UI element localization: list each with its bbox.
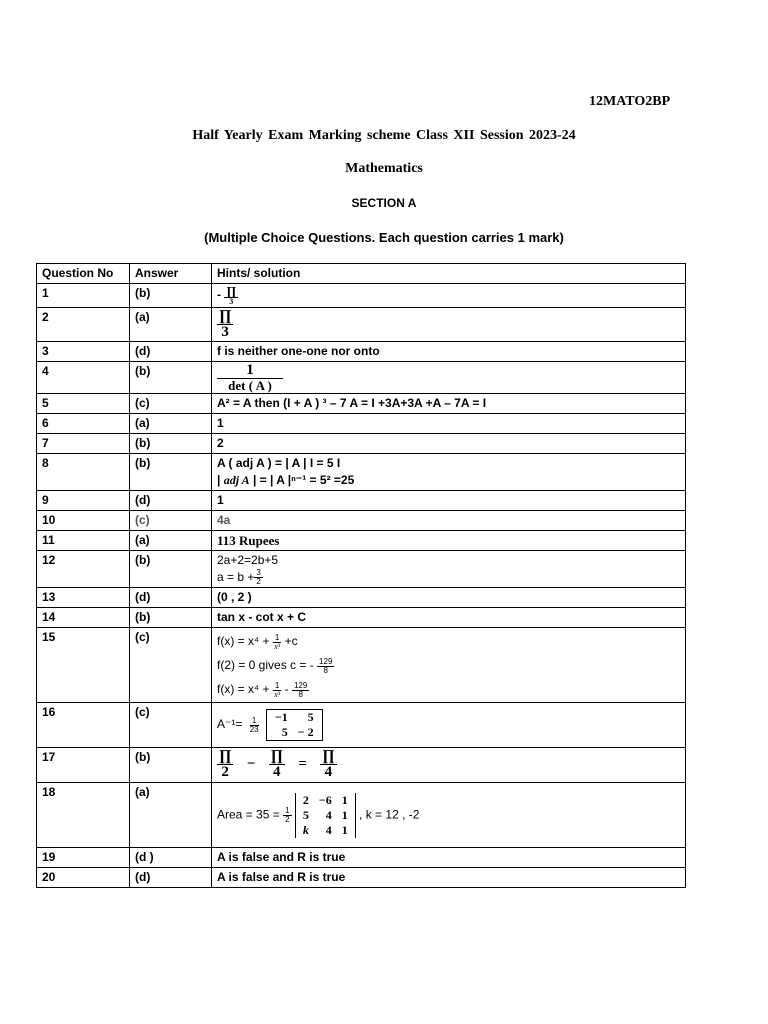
answer-cell: (a)	[130, 308, 212, 342]
fraction-numerator: 1	[285, 805, 290, 815]
question-number: 19	[37, 848, 130, 868]
fraction-numerator: 1	[274, 680, 280, 690]
hint-cell: A is false and R is true	[212, 848, 686, 868]
fraction-denominator: 3	[229, 297, 234, 306]
question-number: 13	[37, 588, 130, 608]
hint-prefix: -	[217, 287, 221, 302]
fraction-denominator: 8	[298, 689, 303, 699]
column-header: Question No	[37, 264, 130, 284]
fraction	[317, 658, 334, 675]
question-number: 11	[37, 531, 130, 551]
question-number: 14	[37, 608, 130, 628]
operator: =	[298, 756, 307, 772]
hint-cell: 2	[212, 434, 686, 454]
matrix-grid	[270, 710, 319, 740]
hint-cell: tan x - cot x + C	[212, 608, 686, 628]
hint-line	[217, 677, 680, 701]
fraction	[254, 569, 262, 586]
fraction	[283, 807, 291, 824]
table-row	[37, 342, 686, 362]
question-number: 18	[37, 783, 130, 848]
question-number: 15	[37, 628, 130, 703]
answer-cell: (d )	[130, 848, 212, 868]
table-row	[37, 454, 686, 491]
fraction	[217, 309, 233, 340]
answer-cell: (b)	[130, 454, 212, 491]
hint-cell: 1	[212, 414, 686, 434]
hint-cell: A² = A then (I + A ) ³ – 7 A = I +3A+3A +A – 7A = I	[212, 394, 686, 414]
hint-line: A ( adj A ) = | A | I = 5 I	[217, 456, 341, 470]
fraction-numerator: ∏	[219, 748, 232, 765]
table-row	[37, 551, 686, 588]
hint-part: | = | A |ⁿ⁻¹ = 5² =25	[249, 473, 355, 487]
table-row	[37, 783, 686, 848]
matrix-entry: 1	[341, 807, 348, 822]
answer-cell: (b)	[130, 608, 212, 628]
answer-cell: (d)	[130, 868, 212, 888]
fraction-denominator: 23	[249, 724, 259, 734]
marking-scheme-table	[36, 263, 686, 888]
fraction-numerator: 3	[256, 568, 261, 578]
table-row	[37, 628, 686, 703]
question-number: 9	[37, 491, 130, 511]
answer-cell: (c)	[130, 394, 212, 414]
matrix-grid	[298, 793, 353, 838]
answer-cell: (b)	[130, 551, 212, 588]
fraction-denominator: det ( A )	[228, 378, 272, 393]
fraction-denominator: 2	[256, 577, 261, 587]
matrix-entry: 1	[341, 822, 348, 837]
fraction-numerator: ∏	[226, 284, 237, 298]
hint-line	[217, 569, 680, 586]
answer-cell: (b)	[130, 362, 212, 394]
operator: −	[246, 756, 256, 772]
instructions-text: (Multiple Choice Questions. Each question carries 1 mark)	[204, 230, 564, 245]
answer-cell: (d)	[130, 342, 212, 362]
table-row	[37, 848, 686, 868]
question-number: 20	[37, 868, 130, 888]
question-number: 6	[37, 414, 130, 434]
question-number: 7	[37, 434, 130, 454]
answer-cell: (c)	[130, 628, 212, 703]
question-number: 5	[37, 394, 130, 414]
column-header: Hints/ solution	[212, 264, 686, 284]
fraction	[269, 749, 285, 780]
fraction-denominator: 3	[221, 324, 229, 340]
fraction	[292, 682, 309, 699]
hint-part: adj A	[223, 473, 250, 487]
fraction-numerator: ∏	[270, 748, 283, 765]
fraction-numerator: 1	[217, 363, 283, 379]
matrix-entry: 1	[341, 792, 348, 807]
hint-line	[217, 629, 680, 653]
table-row	[37, 414, 686, 434]
answer-cell: (c)	[130, 511, 212, 531]
hint-cell	[212, 628, 686, 703]
hint-cell	[212, 454, 686, 491]
hint-part: |	[217, 473, 224, 487]
matrix-entry: − 2	[297, 725, 314, 740]
answer-cell: (a)	[130, 414, 212, 434]
hint-cell	[212, 783, 686, 848]
fraction	[217, 363, 283, 392]
determinant	[295, 793, 356, 838]
answer-cell: (b)	[130, 748, 212, 783]
table-row	[37, 703, 686, 748]
question-number: 12	[37, 551, 130, 588]
hint-part: -	[281, 682, 289, 697]
question-number: 8	[37, 454, 130, 491]
hint-cell: (0 , 2 )	[212, 588, 686, 608]
fraction-denominator: 4	[324, 764, 333, 781]
fraction-numerator: ∏	[322, 748, 335, 765]
fraction	[320, 749, 336, 780]
fraction-denominator: 4	[273, 764, 281, 781]
table-row	[37, 434, 686, 454]
section-heading: SECTION A	[351, 196, 417, 210]
matrix-entry: −6	[318, 792, 332, 807]
question-number: 17	[37, 748, 130, 783]
hint-cell: f is neither one-one nor onto	[212, 342, 686, 362]
fraction-denominator: x³	[274, 641, 281, 651]
fraction-numerator: 129	[293, 680, 308, 690]
answer-cell: (d)	[130, 588, 212, 608]
table-row	[37, 588, 686, 608]
matrix-entry: −1	[274, 710, 288, 725]
table-row	[37, 362, 686, 394]
subject-heading: Mathematics	[345, 161, 423, 176]
matrix-entry: k	[302, 822, 309, 837]
hint-part: a = b +	[217, 570, 255, 584]
hint-cell	[212, 362, 686, 394]
hint-cell: 4a	[212, 511, 686, 531]
question-number: 1	[37, 284, 130, 308]
table-row	[37, 748, 686, 783]
question-number: 3	[37, 342, 130, 362]
hint-cell: A is false and R is true	[212, 868, 686, 888]
answer-cell: (c)	[130, 703, 212, 748]
document-title: Half Yearly Exam Marking scheme Class XII Session 2023-24	[192, 128, 576, 143]
table-row	[37, 868, 686, 888]
question-number: 10	[37, 511, 130, 531]
question-number: 16	[37, 703, 130, 748]
hint-line	[217, 653, 680, 677]
inverse-matrix	[266, 709, 323, 741]
table-header-row	[37, 264, 686, 284]
matrix-entry: 5	[307, 710, 314, 725]
document-code: 12MATO2BP	[589, 94, 671, 109]
fraction-numerator: 1	[250, 717, 259, 726]
fraction	[217, 749, 233, 780]
fraction-numerator: ∏	[219, 308, 232, 324]
table-row	[37, 284, 686, 308]
matrix-entry: 4	[325, 822, 332, 837]
table-row	[37, 511, 686, 531]
question-number: 2	[37, 308, 130, 342]
answer-cell: (b)	[130, 434, 212, 454]
hint-cell	[212, 551, 686, 588]
hint-part: Area = 35 =	[217, 807, 280, 822]
fraction-denominator: 2	[285, 814, 290, 824]
hint-part: +c	[281, 634, 298, 649]
column-header: Answer	[130, 264, 212, 284]
hint-part: f(2) = 0 gives c = -	[217, 658, 314, 673]
fraction-denominator: 2	[221, 764, 229, 781]
hint-cell	[212, 703, 686, 748]
fraction	[224, 285, 238, 306]
table-row	[37, 491, 686, 511]
matrix-entry: 4	[325, 807, 332, 822]
hint-cell: 113 Rupees	[212, 531, 686, 551]
answer-cell: (a)	[130, 783, 212, 848]
answer-cell: (b)	[130, 284, 212, 308]
fraction-numerator: 1	[274, 632, 280, 642]
hint-line	[217, 472, 680, 489]
matrix-entry: 2	[302, 792, 309, 807]
answer-cell: (a)	[130, 531, 212, 551]
hint-part: A⁻¹=	[217, 717, 243, 732]
table-row	[37, 608, 686, 628]
answer-cell: (d)	[130, 491, 212, 511]
fraction-denominator: 8	[323, 665, 328, 675]
matrix-entry: 5	[281, 725, 288, 740]
hint-part: , k = 12 , -2	[359, 807, 420, 822]
fraction-numerator: 129	[319, 656, 333, 666]
fraction-denominator: x³	[274, 689, 281, 699]
table-row	[37, 394, 686, 414]
table-row	[37, 308, 686, 342]
hint-cell	[212, 284, 686, 308]
fraction	[250, 717, 259, 734]
hint-cell	[212, 748, 686, 783]
hint-line: 2a+2=2b+5	[217, 553, 279, 567]
hint-part: f(x) = x⁴ +	[217, 634, 270, 649]
hint-cell: 1	[212, 491, 686, 511]
question-number: 4	[37, 362, 130, 394]
hint-part: f(x) = x⁴ +	[217, 682, 270, 697]
hint-cell	[212, 308, 686, 342]
table-row	[37, 531, 686, 551]
matrix-entry: 5	[302, 807, 309, 822]
